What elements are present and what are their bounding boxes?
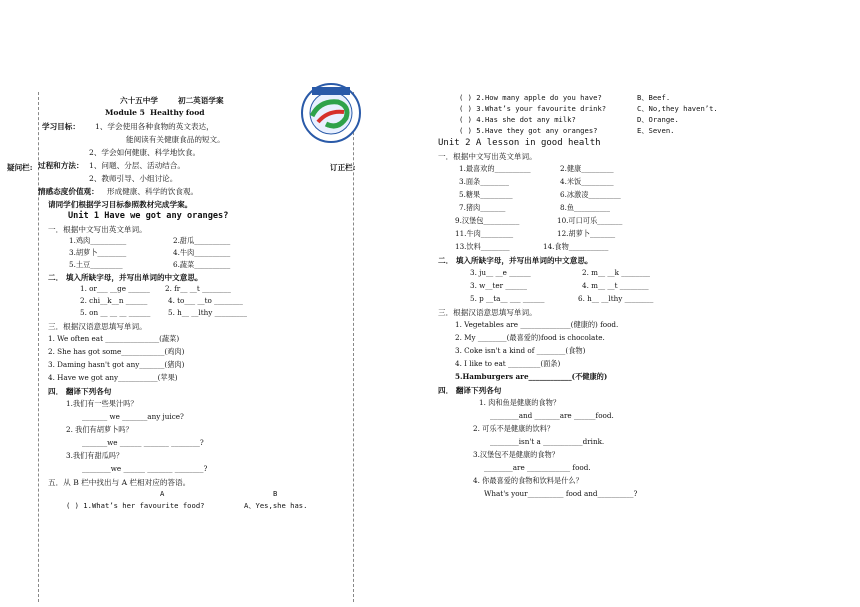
unit2-s3-title: 三．根据汉语意思填写单词。 xyxy=(438,308,537,317)
u1-fill: 4. to___ __to ________ xyxy=(168,296,243,305)
unit1-s5-title: 五．从 B 栏中找出与 A 栏相对应的答语。 xyxy=(48,478,191,487)
unit1-title: Unit 1 Have we got any oranges? xyxy=(68,211,229,221)
u2-s4-item: ________isn't a ___________drink. xyxy=(490,437,605,446)
u2-word: 5.糖果_________ xyxy=(459,190,513,199)
question-column-label: 疑问栏: xyxy=(7,163,33,172)
u2-fill: 5. p __ta__ ___ ______ xyxy=(470,294,545,303)
u1-s3-item: 3. Daming hasn't got any_______(猪肉) xyxy=(48,360,185,369)
u2-word: 9.汉堡包__________ xyxy=(455,216,520,225)
u1-s3-item: 4. Have we got any___________(苹果) xyxy=(48,373,178,382)
u1-fill: 5. on __ __ __ ______ xyxy=(80,308,151,317)
u1-word: 6.蔬菜__________ xyxy=(173,260,231,269)
instruction-text: 请同学们根据学习目标参照教材完成学案。 xyxy=(48,200,193,209)
course-name: 初二英语学案 xyxy=(178,96,224,105)
u2-word: 13.饮料________ xyxy=(455,242,510,251)
u2-s3-item: 3. Coke isn't a kind of ________(食物) xyxy=(455,346,586,355)
u1-fill: 2. fr__ __t ________ xyxy=(165,284,231,293)
u2-fill: 4. m__ __t ________ xyxy=(582,281,649,290)
u2-word: 11.牛肉_________ xyxy=(455,229,514,238)
u2-s3-item: 5.Hamburgers are____________(不健康的) xyxy=(455,372,608,381)
u1-s4-item: 2. 我们有胡萝卜吗？ xyxy=(66,425,133,434)
goal-1a: 1、学会使用各种食物的英文表达， xyxy=(95,122,214,131)
unit1-s1-title: 一．根据中文写出英文单词。 xyxy=(48,225,147,234)
u2-word: 6.冰激凌_________ xyxy=(560,190,621,199)
match-question: ( ) 3.What’s your favourite drink? xyxy=(459,104,607,113)
u2-s3-item: 2. My ________(最喜爱的)food is chocolate. xyxy=(455,333,605,342)
u2-fill: 3. ju__ __e ______ xyxy=(470,268,531,277)
topic-label: Healthy food xyxy=(150,108,205,117)
goals-label: 学习目标： xyxy=(42,122,80,131)
u2-word: 8.鱼__________ xyxy=(560,203,610,212)
match-answer: B、Beef. xyxy=(637,93,671,102)
module-label: Module 5 xyxy=(105,108,145,117)
u1-s3-item: 2. She has got some____________(鸡肉) xyxy=(48,347,185,356)
unit2-s2-title: 二． 填入所缺字母，并写出单词的中文意思。 xyxy=(438,256,593,265)
u2-s3-item: 1. Vegetables are ______________(健康的) food. xyxy=(455,320,619,329)
match-question: ( ) 5.Have they got any oranges? xyxy=(459,126,598,135)
u2-s4-item: ________and _______are ______food. xyxy=(490,411,614,420)
u2-s4-item: 1. 肉和鱼是健康的食物？ xyxy=(479,398,561,407)
u1-fill: 2. chi__k__n ______ xyxy=(80,296,148,305)
u1-s4-item: ________we ______ _______ ________? xyxy=(82,464,208,473)
u2-word: 14.食物___________ xyxy=(543,242,609,251)
u1-s4-item: _______ we _______any juice? xyxy=(82,412,184,421)
school-seal-logo xyxy=(298,82,364,144)
unit1-s4-title: 四． 翻译下列各句 xyxy=(48,387,112,396)
u1-fill: 1. or___ __ge ______ xyxy=(80,284,150,293)
u2-fill: 2. m__ __k ________ xyxy=(582,268,651,277)
column-b-header: B xyxy=(273,489,278,498)
u2-word: 12.胡萝卜_______ xyxy=(557,229,616,238)
process-label: 过程和方法： xyxy=(38,161,84,170)
match-question: ( ) 4.Has she dot any milk? xyxy=(459,115,576,124)
u2-word: 1.最喜欢的__________ xyxy=(459,164,531,173)
match-answer: A、Yes,she has. xyxy=(244,501,308,510)
process-1: 1、问题、分层、活动结合。 xyxy=(89,161,185,170)
match-answer: C、No,they haven’t. xyxy=(637,104,718,113)
correction-column-label: 订正栏: xyxy=(330,163,356,172)
u2-word: 3.面条________ xyxy=(459,177,509,186)
u2-s3-item: 4. I like to eat _________(面条) xyxy=(455,359,561,368)
u1-s4-item: _______we ______ _______ ________? xyxy=(82,438,204,447)
u1-s4-item: 3.我们有甜瓜吗？ xyxy=(66,451,124,460)
match-question: ( ) 2.How many apple do you have? xyxy=(459,93,602,102)
u1-word: 2.甜瓜__________ xyxy=(173,236,231,245)
u2-word: 7.猪肉_______ xyxy=(459,203,506,212)
match-question: ( ) 1.What’s her favourite food? xyxy=(66,501,205,510)
u2-word: 2.健康_________ xyxy=(560,164,614,173)
u2-s4-item: ________are ____________ food. xyxy=(484,463,591,472)
goal-2: 2、学会如何健康、科学地饮食。 xyxy=(89,148,201,157)
u1-word: 1.鸡肉__________ xyxy=(69,236,127,245)
school-name: 六十五中学 xyxy=(120,96,158,105)
unit1-s3-title: 三．根据汉语意思填写单词。 xyxy=(48,322,147,331)
unit1-s2-title: 二． 填入所缺字母，并写出单词的中文意思。 xyxy=(48,273,203,282)
u2-s4-item: 2. 可乐不是健康的饮料？ xyxy=(473,424,555,433)
u2-word: 10.可口可乐_______ xyxy=(557,216,623,225)
u2-s4-item: What's your__________ food and__________? xyxy=(484,489,638,498)
u2-word: 4.米饭_________ xyxy=(560,177,614,186)
match-answer: D、Orange. xyxy=(637,115,679,124)
goal-1b: 能阅读有关健康食品的短文。 xyxy=(126,135,225,144)
emotion-label: 情感态度价值观： xyxy=(38,187,99,196)
u1-word: 4.牛肉__________ xyxy=(173,248,231,257)
u1-word: 3.胡萝卜________ xyxy=(69,248,127,257)
u1-s4-item: 1.我们有一些果汁吗？ xyxy=(66,399,138,408)
u2-fill: 3. w__ter ______ xyxy=(470,281,527,290)
unit2-s4-title: 四． 翻译下列各句 xyxy=(438,386,502,395)
u1-word: 5.土豆_________ xyxy=(69,260,123,269)
u1-fill: 5. h__ __lthy _________ xyxy=(168,308,247,317)
process-2: 2、教师引导、小组讨论。 xyxy=(89,174,178,183)
u2-s4-item: 4. 你最喜爱的食物和饮料是什么？ xyxy=(473,476,583,485)
column-a-header: A xyxy=(160,489,165,498)
match-answer: E、Seven. xyxy=(637,126,675,135)
u2-s4-item: 3.汉堡包不是健康的食物？ xyxy=(473,450,559,459)
unit2-title: Unit 2 A lesson in good health xyxy=(438,138,601,148)
unit2-s1-title: 一．根据中文写出英文单词。 xyxy=(438,152,537,161)
emotion-text: 形成健康、科学的饮食观。 xyxy=(107,187,199,196)
u1-s3-item: 1. We often eat _______________(蔬菜) xyxy=(48,334,180,343)
u2-fill: 6. h__ __lthy ________ xyxy=(578,294,654,303)
